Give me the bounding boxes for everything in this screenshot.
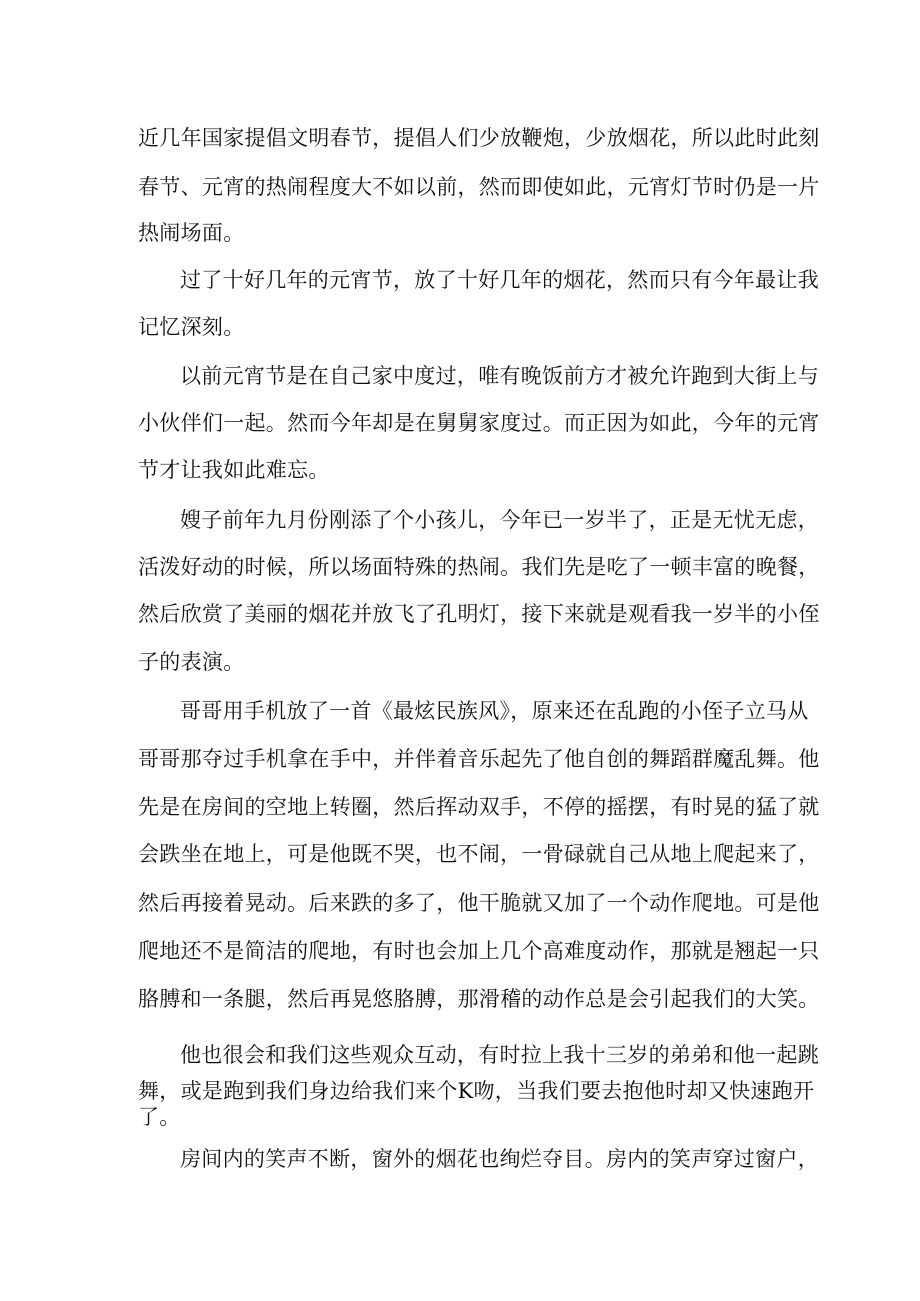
text-line: 爬地还不是简洁的爬地，有时也会加上几个高难度动作，那就是翘起一只 <box>138 939 820 963</box>
text-line: 以前元宵节是在自己家中度过，唯有晚饭前方才被允许跑到大街上与 <box>180 364 819 388</box>
text-line: 胳膊和一条腿，然后再晃悠胳膊，那滑稽的动作总是会引起我们的大笑。 <box>138 987 820 1011</box>
text-line: 会跌坐在地上，可是他既不哭，也不闹，一骨碌就自己从地上爬起来了， <box>138 842 820 866</box>
text-line: 然后再接着晃动。后来跌的多了，他干脆就又加了一个动作爬地。可是他 <box>138 891 820 915</box>
text-line: 节才让我如此难忘。 <box>138 458 330 482</box>
text-line: 了。 <box>138 1105 181 1129</box>
text-line: 房间内的笑声不断，窗外的烟花也绚烂夺目。房内的笑声穿过窗户， <box>180 1147 819 1171</box>
text-line: 嫂子前年九月份刚添了个小孩儿，今年已一岁半了，正是无忧无虑， <box>180 508 819 532</box>
text-line: 小伙伴们一起。然而今年却是在舅舅家度过。而正因为如此，今年的元宵 <box>138 411 820 435</box>
text-line: 过了十好几年的元宵节，放了十好几年的烟花，然而只有今年最让我 <box>180 268 819 292</box>
text-line: 记忆深刻。 <box>138 315 245 339</box>
text-line: 子的表演。 <box>138 650 245 674</box>
text-line: 近几年国家提倡文明春节，提倡人们少放鞭炮，少放烟花，所以此时此刻 <box>138 126 820 150</box>
text-line: 活泼好动的时候，所以场面特殊的热闹。我们先是吃了一顿丰富的晚餐， <box>138 555 820 579</box>
text-line: 热闹场面。 <box>138 221 245 245</box>
text-line: 先是在房间的空地上转圈，然后挥动双手，不停的摇摆，有时晃的猛了就 <box>138 795 820 819</box>
text-line: 春节、元宵的热闹程度大不如以前，然而即使如此，元宵灯节时仍是一片 <box>138 175 820 199</box>
text-line: 他也很会和我们这些观众互动，有时拉上我十三岁的弟弟和他一起跳 <box>180 1043 819 1067</box>
text-line: 哥哥用手机放了一首《最炫民族风》，原来还在乱跑的小侄子立马从 <box>180 699 809 723</box>
text-line: 舞，或是跑到我们身边给我们来个K吻，当我们要去抱他时却又快速跑开 <box>138 1079 815 1103</box>
text-line: 哥哥那夺过手机拿在手中，并伴着音乐起先了他自创的舞蹈群魔乱舞。他 <box>138 747 820 771</box>
text-line: 然后欣赏了美丽的烟花并放飞了孔明灯，接下来就是观看我一岁半的小侄 <box>138 602 820 626</box>
